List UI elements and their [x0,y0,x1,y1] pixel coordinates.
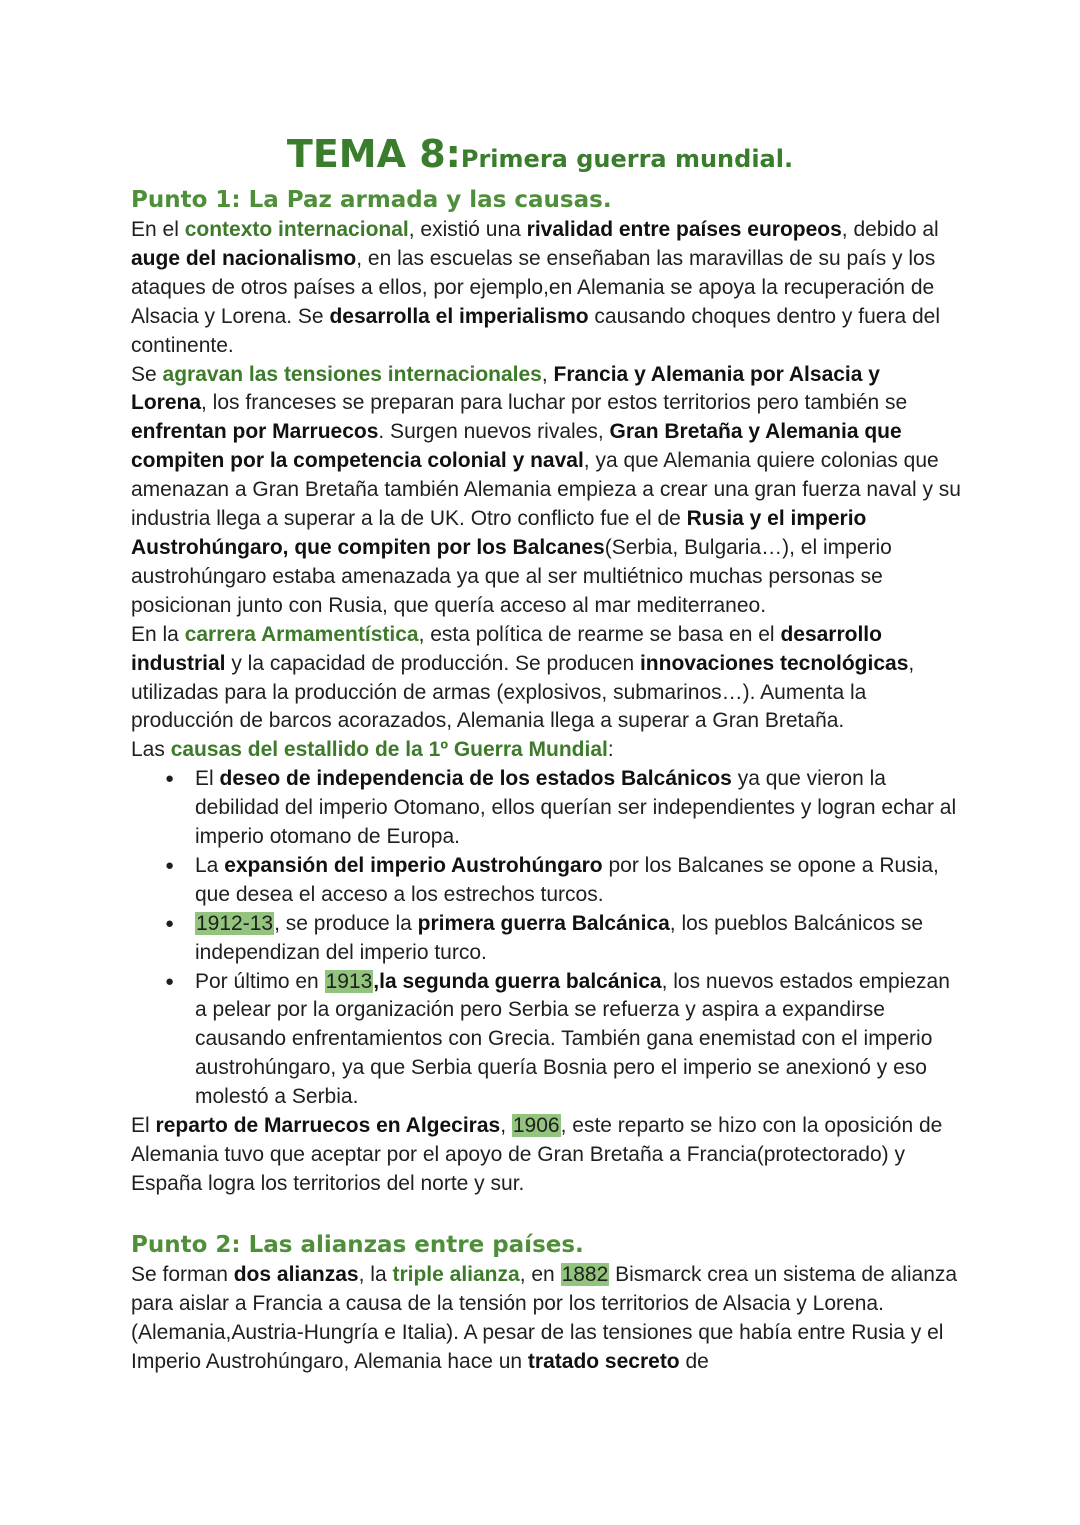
title-main: TEMA 8: [286,132,461,176]
paragraph-alianzas [131,1261,961,1377]
text: . Surgen nuevos rivales, [378,420,610,444]
text: , utilizadas para la producción de armas (explosivos, submarinos…). Aumenta la producción de barcos acorazados, Alemania llega a superar a Gran Bretaña. [131,651,915,733]
list-item [131,910,961,968]
bold-term: enfrentan por Marruecos [131,420,379,444]
text: (Serbia, Bulgaria…), el imperio austrohúngaro estaba amenazada ya que al ser multiétnico muchas personas se posicionan junto con Rusia, que quería acceso al mar mediterraneo. [131,535,892,617]
text: , [541,362,554,386]
paragraph-contexto [131,216,961,361]
text: , la [358,1262,393,1286]
key-term: contexto internacional [184,218,409,241]
text: por los Balcanes se opone a Rusia, que desea el acceso a los estrechos turcos. [195,853,939,906]
paragraph-tensiones [131,361,961,621]
bold-term: Francia y Alemania por Alsacia y Lorena [131,362,880,415]
list-item [131,968,961,1113]
key-term: carrera Armamentística [184,622,419,646]
text: , los franceses se preparan para luchar por estos territorios pero también se [201,391,908,415]
text: , este reparto se hizo con la oposición de Alemania tuvo que aceptar por el apoyo de Gran Bretaña a Francia(protectorado) y España logra los territorios del norte y sur. [131,1114,943,1195]
key-term: triple alianza [392,1262,520,1286]
causes-list [131,765,961,1112]
paragraph-marruecos [131,1112,961,1199]
text: y la capacidad de producción. Se producen [225,651,640,675]
bold-term: desarrollo industrial [131,622,882,675]
text: El [131,1114,156,1138]
text: , [500,1114,512,1138]
key-term: causas del estallido de la 1º Guerra Mundial [170,738,608,762]
text: de [679,1349,709,1373]
highlighted-date: 1906 [512,1114,560,1138]
bold-term: dos alianzas [233,1262,359,1286]
text: En el [131,218,185,241]
bold-term: reparto de Marruecos en Algeciras [155,1114,501,1138]
bold-term: innovaciones tecnológicas [639,651,909,675]
text: : [607,738,614,762]
bold-term: ,la segunda guerra balcánica [373,969,662,993]
section-heading-punto-1: Punto 1: La Paz armada y las causas. [131,187,612,213]
text: , existió una [408,218,527,241]
text: , ya que Alemania quiere colonias que amenazan a Gran Bretaña también Alemania empieza a crear una gran fuerza naval y su industria llega a superar a la de UK. Otro conflicto fue el de [131,449,961,531]
list-item [131,852,961,910]
bold-term: expansión del imperio Austrohúngaro [224,853,603,877]
text: En la [131,622,185,646]
text: Por último en [195,969,325,993]
bold-term: tratado secreto [527,1349,680,1373]
text: , debido al [841,218,939,241]
bold-term: desarrolla el imperialismo [329,304,589,328]
document-body [131,184,961,1376]
bold-term: Gran Bretaña y Alemania que compiten por la competencia colonial y naval [131,420,902,473]
text: , en las escuelas se enseñaban las maravillas de su país y los ataques de otros países a ellos, por ejemplo,en Alemania se apoya la recuperación de Alsacia y Lorena. Se [131,246,936,328]
paragraph-carrera [131,621,961,737]
text: , se produce la [274,911,418,935]
text: Se forman [131,1262,234,1286]
text: ya que vieron la debilidad del imperio Otomano, ellos querían ser independientes y logran echar al imperio otomano de Europa. [195,767,957,849]
highlighted-date: 1882 [561,1262,609,1286]
text: El [195,767,220,791]
section-heading-punto-2: Punto 2: Las alianzas entre países. [131,1231,584,1258]
bold-term: rivalidad entre países europeos [526,218,842,241]
paragraph-causas [131,736,961,765]
bold-term: primera guerra Balcánica [417,911,670,935]
text: , los nuevos estados empiezan a pelear por la organización pero Serbia se refuerza y aspira a expandirse causando enfrentamientos con Grecia. También gana enemistad con el imperio austrohúngaro, ya que Serbia quería Bosnia pero el imperio se anexionó y eso molestó a Serbia. [195,969,950,1109]
bold-term: deseo de independencia de los estados Balcánicos [219,767,732,791]
highlighted-date: 1913 [325,969,373,993]
text: causando choques dentro y fuera del continente. [131,304,940,357]
text: Bismarck crea un sistema de alianza para aislar a Francia a causa de la tensión por los territorios de Alsacia y Lorena. (Alemania,Austria-Hungría e Italia). A pesar de las tensiones que había entre Rusia y el Imperio Austrohúngaro, Alemania hace un [131,1262,958,1373]
list-item [131,765,961,852]
text: Se [131,362,163,386]
bold-term: auge del nacionalismo [131,246,357,270]
text: , los pueblos Balcánicos se independizan del imperio turco. [195,911,924,964]
page-title [0,132,1080,176]
text: La [195,853,225,877]
text: Las [131,738,171,762]
title-sub: Primera guerra mundial. [460,145,794,173]
bold-term: Rusia y el imperio Austrohúngaro, que compiten por los Balcanes [131,507,867,559]
text: , esta política de rearme se basa en el [418,622,781,646]
key-term: agravan las tensiones internacionales [162,362,542,386]
text: , en [519,1262,561,1286]
highlighted-date: 1912-13 [196,911,274,935]
